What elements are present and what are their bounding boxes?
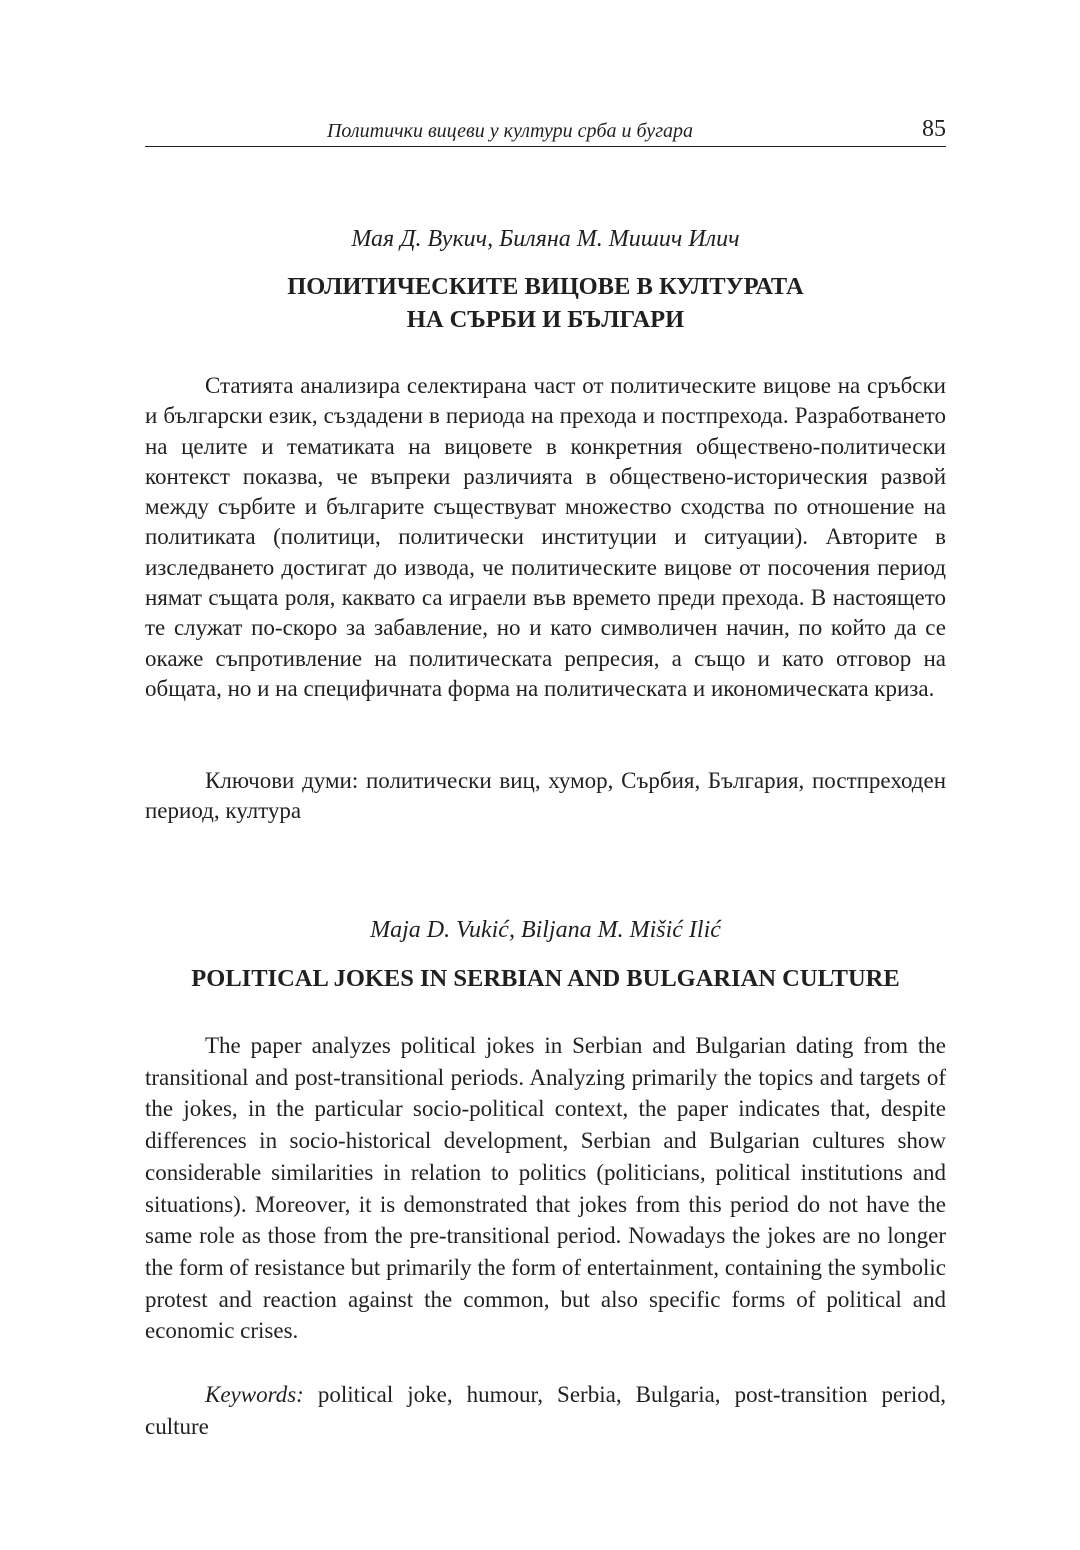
english-title: POLITICAL JOKES IN SERBIAN AND BULGARIAN CULTURE	[191, 965, 900, 992]
bulgarian-keywords	[145, 766, 946, 827]
bulgarian-authors: Мая Д. Вукич, Биляна М. Мишич Илич	[351, 226, 740, 252]
page-number: 85	[922, 116, 946, 142]
running-title: Политички вицеви у култури срба и бугара	[326, 120, 693, 142]
bulgarian-title	[145, 270, 946, 336]
bulgarian-abstract: Статията анализира селектирана част от политическите вицове на сръбски и български език, създадени в периода на прехода и постпрехода. Разработването на целите и тематиката на вицовете в конкретния обществено-политически контекст показва, че въпреки различията в обществено-историческия развой между сърбите и българите съществуват множество сходства по отношение на политиката (политици, политически институции и ситуации). Авторите в изследването достигат до извода, че политическите вицове от посочения период нямат същата роля, каквато са играели във времето преди прехода. В настоящето те служат по-скоро за забавление, но и като символичен начин, по който да се окаже съпротивление на политическата репресия, а също и като отговор на общата, но и на специфичната форма на политическата и икономическата криза.	[145, 373, 946, 701]
english-keywords-text: political joke, humour, Serbia, Bulgaria, post-transition period, culture	[145, 1382, 947, 1439]
bulgarian-keywords-text: политически виц, хумор, Сърбия, България, постпреходен период, култура	[145, 768, 947, 824]
english-keywords-label: Keywords:	[205, 1382, 304, 1407]
bulgarian-keywords-label: Ключови думи:	[205, 768, 359, 793]
english-abstract: The paper analyzes political jokes in Serbian and Bulgarian dating from the transitional and post-transitional periods. Analyzing primarily the topics and targets of the jokes, in the particular socio-political context, the paper indicates that, despite differences in socio-historical development, Serbian and Bulgarian cultures show considerable similarities in relation to politics (politicians, political institutions and situations). Moreover, it is demonstrated that jokes from this period do not have the same role as those from the pre-transitional period. Nowadays the jokes are no longer the form of resistance but primarily the form of entertainment, containing the symbolic protest and reaction against the common, but also specific forms of political and economic crises.	[145, 1033, 946, 1344]
bulgarian-title-line-2: НА СЪРБИ И БЪЛГАРИ	[406, 306, 685, 333]
english-keywords	[145, 1379, 946, 1442]
running-header	[145, 114, 946, 147]
english-authors: Maja D. Vukić, Biljana M. Mišić Ilić	[370, 917, 721, 943]
bulgarian-title-line-1: ПОЛИТИЧЕСКИТЕ ВИЦОВЕ В КУЛТУРАТА	[287, 273, 804, 300]
page	[145, 0, 946, 1550]
